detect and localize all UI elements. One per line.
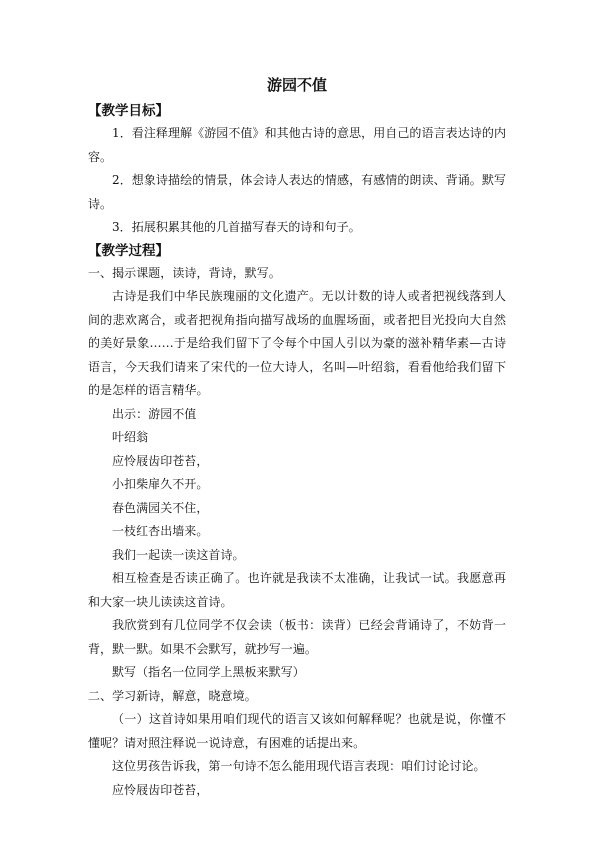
dictation-line: 默写（指名一位同学上黑板来默写） [112, 665, 305, 679]
poem-line-1: 应怜屐齿印苍苔， [112, 453, 209, 468]
step1-title: 一、揭示课题，读诗，背诗，默写。 [88, 265, 281, 280]
goal-item-2: 2．想象诗描绘的情景，体会诗人表达的情感，有感情的朗读、背诵。默写诗。 [88, 173, 506, 211]
show-line: 出示：游园不值 [112, 406, 197, 421]
question-paragraph: （一）这首诗如果用咱们现代的语言又该如何解释呢？也就是说，你懂不懂呢？请对照注释说一说诗意，有困难的话提出来。 [88, 712, 506, 750]
poem-line-4: 一枝红杏出墙来。 [112, 524, 209, 538]
poem-line-repeat: 应怜屐齿印苍苔， [112, 782, 209, 797]
poem-line-2: 小扣柴扉久不开。 [112, 477, 209, 491]
check-paragraph: 相互检查是否读正确了。也许就是我读不太准确，让我试一试。我愿意再和大家一块儿读读这首诗。 [88, 571, 506, 609]
step2-title: 二、学习新诗，解意，晓意境。 [88, 688, 257, 703]
intro-paragraph: 古诗是我们中华民族瑰丽的文化遗产。无以计数的诗人或者把视线落到人间的悲欢离合，或者把视角指向描写战场的血腥场面，或者把目光投向大自然的美好景象……于是给我们留下了令每个中国人引以为豪的滋补精华素—古诗语言，今天我们请来了宋代的一位大诗人，名叫—叶绍翁，看看他给我们留下的是怎样的语言精华。 [88, 289, 506, 397]
poem-author: 叶绍翁 [112, 430, 149, 444]
heading-teaching-goals: 【教学目标】 [88, 103, 169, 119]
document-page [88, 72, 506, 802]
poem-line-3: 春色满园关不住， [112, 500, 209, 515]
discussion-paragraph: 这位男孩告诉我，第一句诗不怎么能用现代语言表现：咱们讨论讨论。 [112, 759, 486, 773]
heading-teaching-process: 【教学过程】 [88, 242, 169, 259]
goal-item-1: 1．看注释理解《游园不值》和其他古诗的意思，用自己的语言表达诗的内容。 [88, 126, 506, 164]
document-title: 游园不值 [266, 76, 327, 94]
goal-item-3: 3．拓展积累其他的几首描写春天的诗和句子。 [112, 220, 361, 234]
recite-paragraph: 我欣赏到有几位同学不仅会读（板书：读背）已经会背诵诗了，不妨背一背，默一默。如果不会默写，就抄写一遍。 [88, 618, 506, 656]
read-together-line: 我们一起读一读这首诗。 [112, 547, 245, 562]
